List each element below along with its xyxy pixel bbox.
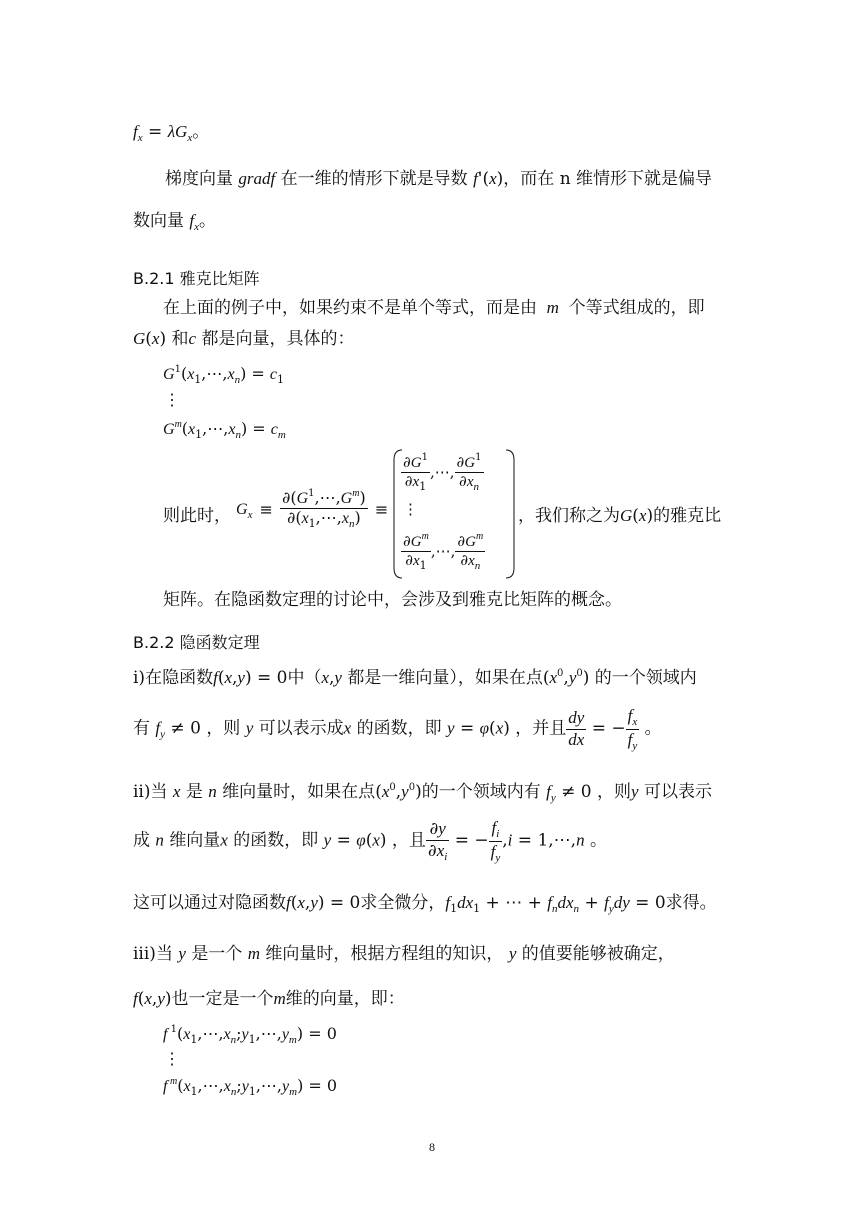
- i-text-6: ，则: [206, 718, 241, 739]
- then-label: 则此时，: [163, 506, 231, 526]
- i-text-1: i)在隐函数: [133, 668, 214, 688]
- implicit-i-line2: 有 $f_y \ne 0$ ，则 y 可以表示成x 的函数，即 y = φ(x) ，并且 $\frac{dy}{dx}$ = − $\frac{f_x}{f_y}$ 。: [133, 706, 662, 752]
- ii-text-7: 成: [133, 830, 150, 851]
- iii-text-3: 维向量时，根据方程组的知识，: [265, 944, 504, 964]
- iii-text-2: 是一个: [191, 944, 243, 964]
- gradient-paragraph-line1: 梯度向量 gradf 在一维的情形下就是导数 f'(x)，而在 n 维情形下就是偏导: [165, 169, 713, 189]
- constraint-equation-m: $G^m(x_1,\cdots,x_n) = c_m$: [163, 419, 286, 441]
- jacobian-paragraph-line2: G(x) 和c 都是向量，具体的：: [133, 329, 355, 349]
- ii-text-2: 是: [185, 782, 203, 802]
- matrix-row-m: $\frac{\partial G^m}{\partial x_1}$ ,⋯, $\frac{\partial G^m}{\partial x_n}$: [403, 531, 484, 573]
- implicit-ii-line2: 成 n 维向量x 的函数，即 y = φ(x) ，且 $\frac{\partial y}{\partial x_i}$ = − $\frac{f_i}{f_y}$ ,i = 1,⋯,n 。: [133, 818, 607, 864]
- system-vdots: ⋮: [164, 1049, 180, 1068]
- iii-text-5: 也一定是一个: [171, 989, 274, 1009]
- system-equation-m: f $^m(x_1,\cdots,x_n;y_1,\cdots,y_m) = 0$: [163, 1076, 338, 1098]
- jacobian-call-text: ，我们称之为G(x)的雅克比: [518, 506, 722, 526]
- gradient-var: gradf: [238, 169, 276, 188]
- jacobian-text-2: 个等式组成的，即: [568, 298, 705, 318]
- gradient-end: 。: [199, 211, 217, 231]
- ii-text-4: 的一个领域内有: [421, 782, 541, 802]
- ii-text-6: 可以表示: [643, 782, 712, 802]
- i-text-3: 都是一维向量），如果在点: [347, 668, 543, 688]
- i-text-5: 有: [133, 718, 150, 739]
- gradient-text-2: 在一维的情形下就是导数: [280, 169, 468, 189]
- ii-text-3: 维向量时，如果在点: [222, 782, 376, 802]
- ii-text-11: 。: [589, 830, 607, 851]
- eq-end-mark: 。: [192, 122, 210, 142]
- system-equation-1: f $^1(x_1,\cdots,x_n;y_1,\cdots,y_m) = 0$: [163, 1024, 337, 1046]
- section-heading-implicit: B.2.2 隐函数定理: [133, 633, 260, 652]
- total-text-1: 这可以通过对隐函数: [133, 893, 286, 913]
- call-text-2: 的雅克比: [653, 506, 722, 526]
- jacobian-text-1: 在上面的例子中，如果约束不是单个等式，而是由: [163, 298, 537, 318]
- jacobian-paragraph-line1: 在上面的例子中，如果约束不是单个等式，而是由 m 个等式组成的，即: [163, 298, 705, 318]
- i-text-7: 可以表示成: [258, 718, 344, 739]
- jacobian-definition: $G_x$ ≡ $\frac{\partial(G^1,\cdots,G^m)}{\partial(x_1,\cdots,x_n)}$ ≡: [236, 488, 389, 531]
- lagrange-equation: $f_x = \lambda G_x$。: [133, 122, 210, 144]
- ii-text-10: ，且: [391, 830, 426, 851]
- implicit-ii-line1: ii)当 x 是 n 维向量时，如果在点$(x^0,y^0)$的一个领域内有 $f_y \ne 0$ ，则y 可以表示: [133, 782, 712, 804]
- ii-text-5: ，则: [597, 782, 632, 802]
- jacobian-text-3: 和: [171, 329, 189, 349]
- section-heading-jacobian: B.2.1 雅克比矩阵: [133, 269, 260, 288]
- total-differential-line: 这可以通过对隐函数f(x,y) = 0求全微分，$f_1dx_1$ + ⋯ + $f_ndx_n + f_ydy = 0$求得。: [133, 893, 717, 915]
- jacobian-closing: 矩阵。在隐函数定理的讨论中，会涉及到雅克比矩阵的概念。: [163, 590, 622, 610]
- total-text-2: 求全微分，: [360, 893, 446, 913]
- call-text: ，我们称之为: [518, 506, 620, 526]
- iii-text-6: 维的向量，即：: [285, 989, 405, 1009]
- page-number: 8: [429, 1140, 435, 1154]
- i-text-8: 的函数，即: [356, 718, 442, 739]
- i-text-10: 。: [644, 718, 662, 739]
- ii-text-8: 维向量: [169, 830, 221, 851]
- gradient-text-4: 数向量: [133, 211, 184, 231]
- gradient-text-3: ，而在 n 维情形下就是偏导: [503, 169, 713, 189]
- gradient-paragraph-line2: 数向量 $f_x$。: [133, 211, 217, 233]
- total-text-3: 求得。: [665, 893, 717, 913]
- i-text-4: 的一个领域内: [594, 668, 697, 688]
- i-text-2: 中（: [287, 668, 322, 688]
- iii-text-4: 的值要能够被确定，: [521, 944, 675, 964]
- implicit-iii-line1: iii)当 y 是一个 m 维向量时，根据方程组的知识， y 的值要能够被确定，: [133, 944, 675, 964]
- gradient-text: 梯度向量: [165, 169, 233, 189]
- iii-text-1: iii)当: [133, 944, 173, 964]
- implicit-i-line1: i)在隐函数f(x,y) = 0中（x,y 都是一维向量），如果在点$(x^0,y^0)$ 的一个领域内: [133, 668, 697, 688]
- matrix-row-1: $\frac{\partial G^1}{\partial x_1}$ ,⋯, $\frac{\partial G^1}{\partial x_n}$: [403, 452, 482, 494]
- i-text-9: ，并且: [515, 718, 567, 739]
- constraint-equation-1: $G^1(x_1,\cdots,x_n) = c_1$: [163, 364, 285, 386]
- ii-text-1: ii)当: [133, 782, 168, 802]
- implicit-iii-line2: f(x,y)也一定是一个m维的向量，即：: [133, 989, 405, 1009]
- jacobian-text-4: 都是向量，具体的：: [201, 329, 355, 349]
- ii-text-9: 的函数，即: [233, 830, 319, 851]
- vertical-ellipsis: ⋮: [164, 390, 180, 409]
- matrix-vdots: ⋮: [403, 500, 418, 518]
